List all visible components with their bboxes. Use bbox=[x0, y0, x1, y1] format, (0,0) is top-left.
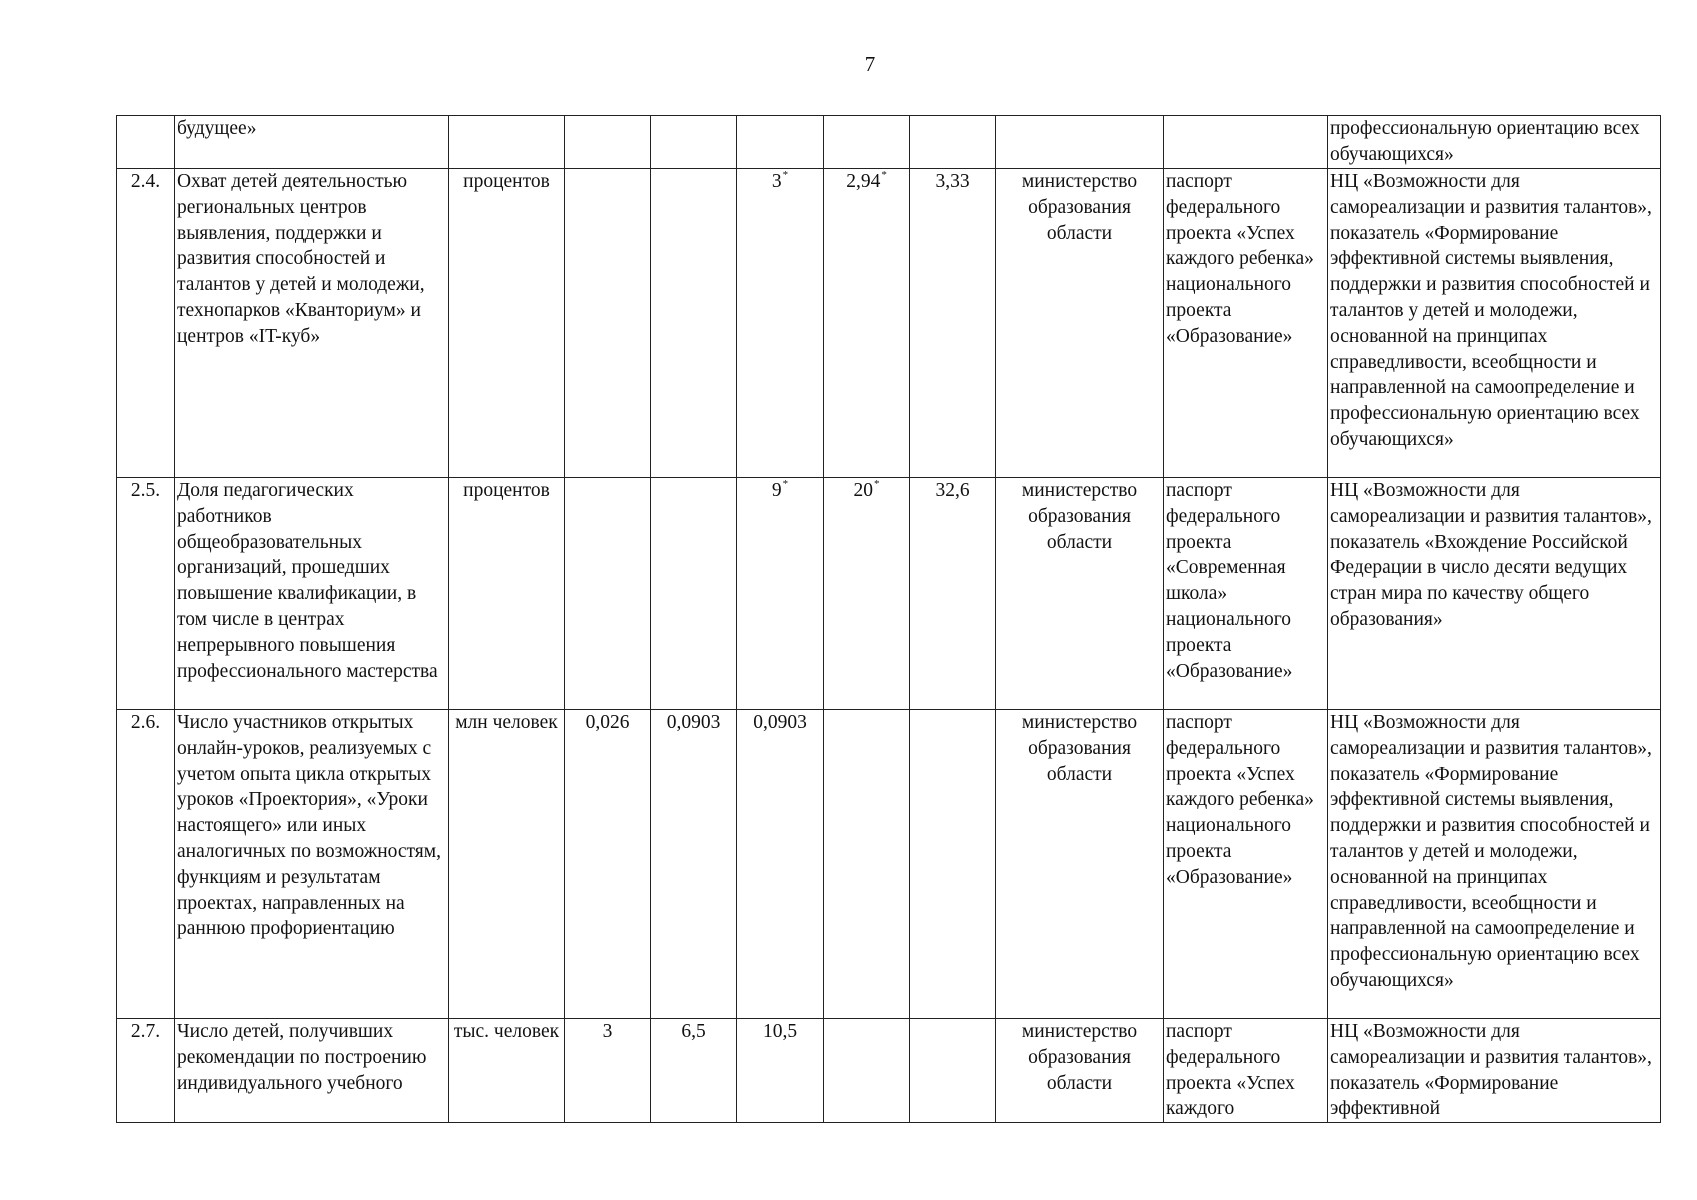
responsible-cell: министерство образования области bbox=[996, 169, 1164, 478]
note-cell: НЦ «Возможности для самореализации и развития талантов», показатель «Формирование эффективной системы выявления, поддержки и развития способностей и талантов у детей и молодежи, основанной на принципах справедливости, всеобщности и направленной на самоопределение и профессиональную ориентацию всех обучающихся» bbox=[1328, 710, 1661, 1019]
value-cell bbox=[824, 116, 910, 169]
table-row bbox=[117, 1019, 1661, 1123]
value-cell: 6,5 bbox=[651, 1019, 737, 1123]
value-cell bbox=[651, 478, 737, 710]
value-cell: 0,026 bbox=[565, 710, 651, 1019]
unit-cell: процентов bbox=[449, 169, 565, 478]
value-cell bbox=[910, 116, 996, 169]
document-cell bbox=[1164, 116, 1328, 169]
value-cell bbox=[565, 116, 651, 169]
value-cell bbox=[824, 478, 910, 710]
document-cell: паспорт федерального проекта «Современная школа» национального проекта «Образование» bbox=[1164, 478, 1328, 710]
value-cell bbox=[910, 1019, 996, 1123]
table-row bbox=[117, 710, 1661, 1019]
indicator-name: Число участников открытых онлайн-уроков, реализуемых с учетом опыта цикла открытых уроков «Проектория», «Уроки настоящего» или иных аналогичных по возможностям, функциям и результатам проектах, направленных на раннюю профориентацию bbox=[175, 710, 449, 1019]
indicator-name: Охват детей деятельностью региональных центров выявления, поддержки и развития способностей и талантов у детей и молодежи, технопарков «Кванториум» и центров «IT-куб» bbox=[175, 169, 449, 478]
indicator-name: будущее» bbox=[175, 116, 449, 169]
unit-cell: процентов bbox=[449, 478, 565, 710]
indicators-table bbox=[116, 115, 1661, 1123]
indicator-name: Число детей, получивших рекомендации по построению индивидуального учебного bbox=[175, 1019, 449, 1123]
value-cell: 3 bbox=[565, 1019, 651, 1123]
value-cell: 32,6 bbox=[910, 478, 996, 710]
value-text: 3 bbox=[771, 171, 782, 192]
row-number: 2.5. bbox=[117, 478, 175, 710]
value-cell: 0,0903 bbox=[737, 710, 824, 1019]
value-text: 9 bbox=[771, 480, 782, 501]
row-number: 2.4. bbox=[117, 169, 175, 478]
indicator-name: Доля педагогических работников общеобразовательных организаций, прошедших повышение квалификации, в том числе в центрах непрерывного повышения профессионального мастерства bbox=[175, 478, 449, 710]
responsible-cell bbox=[996, 116, 1164, 169]
responsible-cell: министерство образования области bbox=[996, 710, 1164, 1019]
note-cell: НЦ «Возможности для самореализации и развития талантов», показатель «Формирование эффективной bbox=[1328, 1019, 1661, 1123]
value-text: 20 bbox=[853, 480, 873, 501]
footnote-mark: * bbox=[874, 478, 880, 490]
unit-cell bbox=[449, 116, 565, 169]
table-row bbox=[117, 169, 1661, 478]
value-cell bbox=[824, 1019, 910, 1123]
unit-cell: тыс. человек bbox=[449, 1019, 565, 1123]
footnote-mark: * bbox=[782, 169, 789, 181]
page-number: 7 bbox=[864, 52, 876, 76]
value-cell bbox=[651, 169, 737, 478]
document-cell: паспорт федерального проекта «Успех каждого bbox=[1164, 1019, 1328, 1123]
value-cell bbox=[565, 478, 651, 710]
document-cell: паспорт федерального проекта «Успех каждого ребенка» национального проекта «Образование» bbox=[1164, 710, 1328, 1019]
value-cell bbox=[824, 710, 910, 1019]
value-cell bbox=[651, 116, 737, 169]
row-number: 2.6. bbox=[117, 710, 175, 1019]
value-cell: 10,5 bbox=[737, 1019, 824, 1123]
responsible-cell: министерство образования области bbox=[996, 1019, 1164, 1123]
footnote-mark: * bbox=[782, 478, 789, 490]
document-cell: паспорт федерального проекта «Успех каждого ребенка» национального проекта «Образование» bbox=[1164, 169, 1328, 478]
value-cell bbox=[737, 116, 824, 169]
value-cell bbox=[737, 169, 824, 478]
footnote-mark: * bbox=[881, 169, 887, 181]
table-row bbox=[117, 116, 1661, 169]
value-cell bbox=[565, 169, 651, 478]
row-number: 2.7. bbox=[117, 1019, 175, 1123]
note-cell: НЦ «Возможности для самореализации и развития талантов», показатель «Вхождение Российской Федерации в число десяти ведущих стран мира по качеству общего образования» bbox=[1328, 478, 1661, 710]
unit-cell: млн человек bbox=[449, 710, 565, 1019]
table-row bbox=[117, 478, 1661, 710]
value-cell: 0,0903 bbox=[651, 710, 737, 1019]
value-cell bbox=[910, 710, 996, 1019]
value-cell bbox=[737, 478, 824, 710]
value-cell bbox=[824, 169, 910, 478]
note-cell: профессиональную ориентацию всех обучающихся» bbox=[1328, 116, 1661, 169]
value-text: 2,94 bbox=[846, 171, 881, 192]
value-cell: 3,33 bbox=[910, 169, 996, 478]
responsible-cell: министерство образования области bbox=[996, 478, 1164, 710]
row-number bbox=[117, 116, 175, 169]
note-cell: НЦ «Возможности для самореализации и развития талантов», показатель «Формирование эффективной системы выявления, поддержки и развития способностей и талантов у детей и молодежи, основанной на принципах справедливости, всеобщности и направленной на самоопределение и профессиональную ориентацию всех обучающихся» bbox=[1328, 169, 1661, 478]
